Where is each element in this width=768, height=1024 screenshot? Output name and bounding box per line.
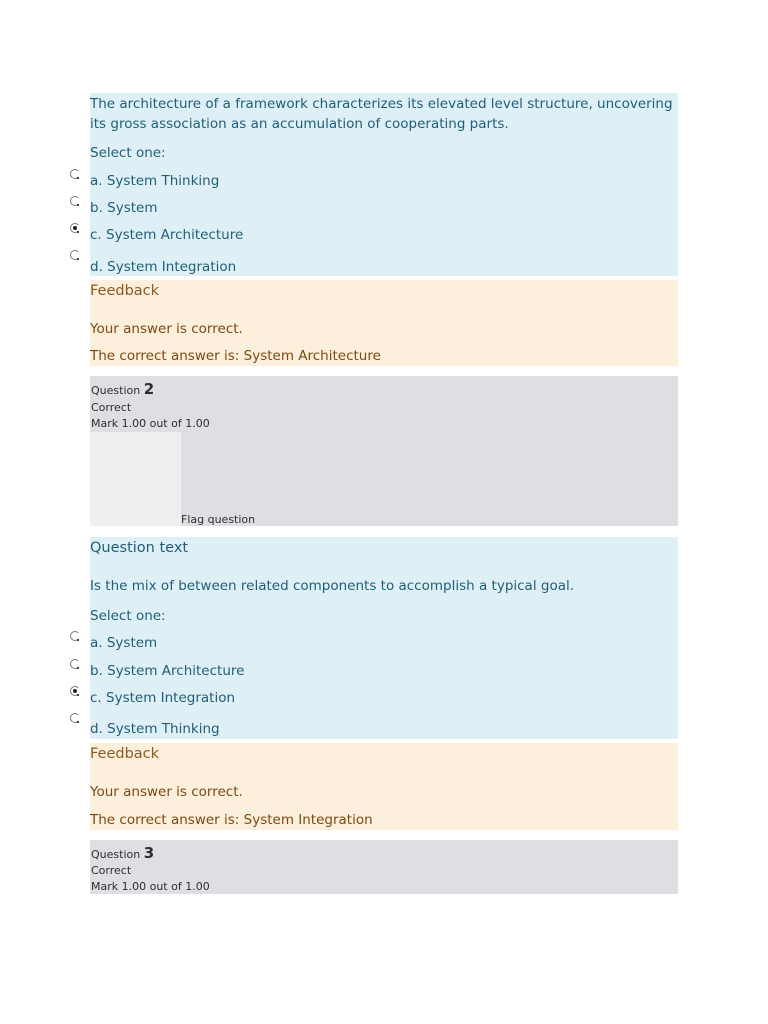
question-2-option-c-label: c. System Integration xyxy=(90,690,236,706)
question-1-option-c-label: c. System Architecture xyxy=(90,227,244,243)
question-1-prompt: Select one: xyxy=(90,145,166,161)
feedback-heading: Feedback xyxy=(90,746,160,762)
question-mark: Mark 1.00 out of 1.00 xyxy=(91,417,210,430)
question-2-content xyxy=(90,537,678,739)
question-1-option-b-label: b. System xyxy=(90,200,158,216)
flag-question-label[interactable]: Flag question xyxy=(181,513,256,526)
question-2-text: Is the mix of between related components to accomplish a typical goal. xyxy=(90,578,575,594)
question-1-option-c-radio[interactable] xyxy=(67,220,87,240)
question-2-option-c-radio[interactable] xyxy=(67,683,87,703)
question-mark: Mark 1.00 out of 1.00 xyxy=(91,880,210,893)
question-state: Correct xyxy=(91,401,132,414)
question-1-option-a-label: a. System Thinking xyxy=(90,173,220,189)
question-1-text: The architecture of a framework characterizes its elevated level structure, uncovering its gross association as an accumulation of cooperating parts. xyxy=(90,96,673,132)
radio-selected-dot-icon xyxy=(73,689,77,693)
question-number: Question 2 xyxy=(91,380,155,398)
question-2-option-a-label: a. System xyxy=(90,635,158,651)
question-2-option-a-radio[interactable] xyxy=(67,628,87,648)
question-2-option-b-radio[interactable] xyxy=(67,656,87,676)
question-2-info xyxy=(90,376,678,526)
question-2-option-d-label: d. System Thinking xyxy=(90,721,220,737)
feedback-result: Your answer is correct. xyxy=(90,784,243,800)
flag-question-toggle[interactable] xyxy=(90,432,181,526)
question-1-option-d-label: d. System Integration xyxy=(90,259,237,275)
feedback-heading: Feedback xyxy=(90,283,160,299)
feedback-result: Your answer is correct. xyxy=(90,321,243,337)
question-1-feedback xyxy=(90,280,678,366)
feedback-correct-answer: The correct answer is: System Architecture xyxy=(90,348,381,364)
question-state: Correct xyxy=(91,864,132,877)
question-2-prompt: Select one: xyxy=(90,608,166,624)
question-1-option-b-radio[interactable] xyxy=(67,193,87,213)
question-1-option-a-radio[interactable] xyxy=(67,166,87,186)
question-2-option-b-label: b. System Architecture xyxy=(90,663,245,679)
question-1-content xyxy=(90,93,678,276)
radio-selected-dot-icon xyxy=(73,226,77,230)
question-2-feedback xyxy=(90,743,678,830)
question-3-info xyxy=(90,840,678,894)
question-text-heading: Question text xyxy=(90,540,189,556)
question-1-option-d-radio[interactable] xyxy=(67,247,87,267)
question-number: Question 3 xyxy=(91,844,155,862)
question-2-option-d-radio[interactable] xyxy=(67,710,87,730)
feedback-correct-answer: The correct answer is: System Integration xyxy=(90,812,373,828)
